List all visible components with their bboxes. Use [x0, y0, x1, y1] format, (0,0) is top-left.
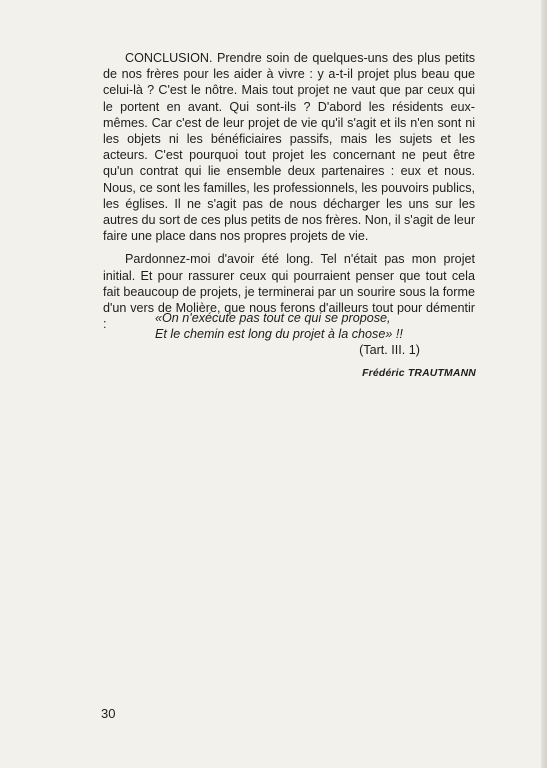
quote-citation: (Tart. III. 1) [359, 343, 420, 357]
conclusion-paragraph: CONCLUSION. Prendre soin de quelques-uns des plus petits de nos frères pour les aider à vivre : y a-t-il projet plus beau que celui-là ? C'est le nôtre. Mais tout projet ne vaut que par ceux qui le portent en avant. Qui sont-ils ? D'abord les résidents eux-mêmes. Car c'est de leur projet de vie qu'il s'agit et ils n'en sont ni les objets ni les bénéficiaires passifs, mais les sujets et les acteurs. C'est pourquoi tout projet les concernant ne peut être qu'un contrat qui lie ensemble deux partenaires : eux et nous. Nous, ce sont les familles, les professionnels, les pouvoirs publics, les églises. Il ne s'agit pas de nous décharger les uns sur les autres du sort de ces plus petits de nos frères. Non, il s'agit de leur faire une place dans nos propres projets de vie. [103, 51, 476, 244]
body-text [103, 50, 475, 332]
page-number: 30 [101, 706, 116, 721]
closing-paragraph: Pardonnez-moi d'avoir été long. Tel n'était pas mon projet initial. Et pour rassurer ceux qui pourraient penser que tout cela fait beaucoup de projets, je terminerai par un sourire sous la forme d'un vers de Molière, que nous ferons d'ailleurs tout pour démentir : [103, 252, 475, 332]
quote-line-1: «On n'exécute pas tout ce qui se propose, [155, 311, 391, 325]
author-signature: Frédéric TRAUTMANN [362, 368, 476, 379]
moliere-quote [155, 310, 435, 342]
quote-line-2: Et le chemin est long du projet à la chose» !! [155, 327, 403, 342]
page-edge [541, 0, 547, 768]
